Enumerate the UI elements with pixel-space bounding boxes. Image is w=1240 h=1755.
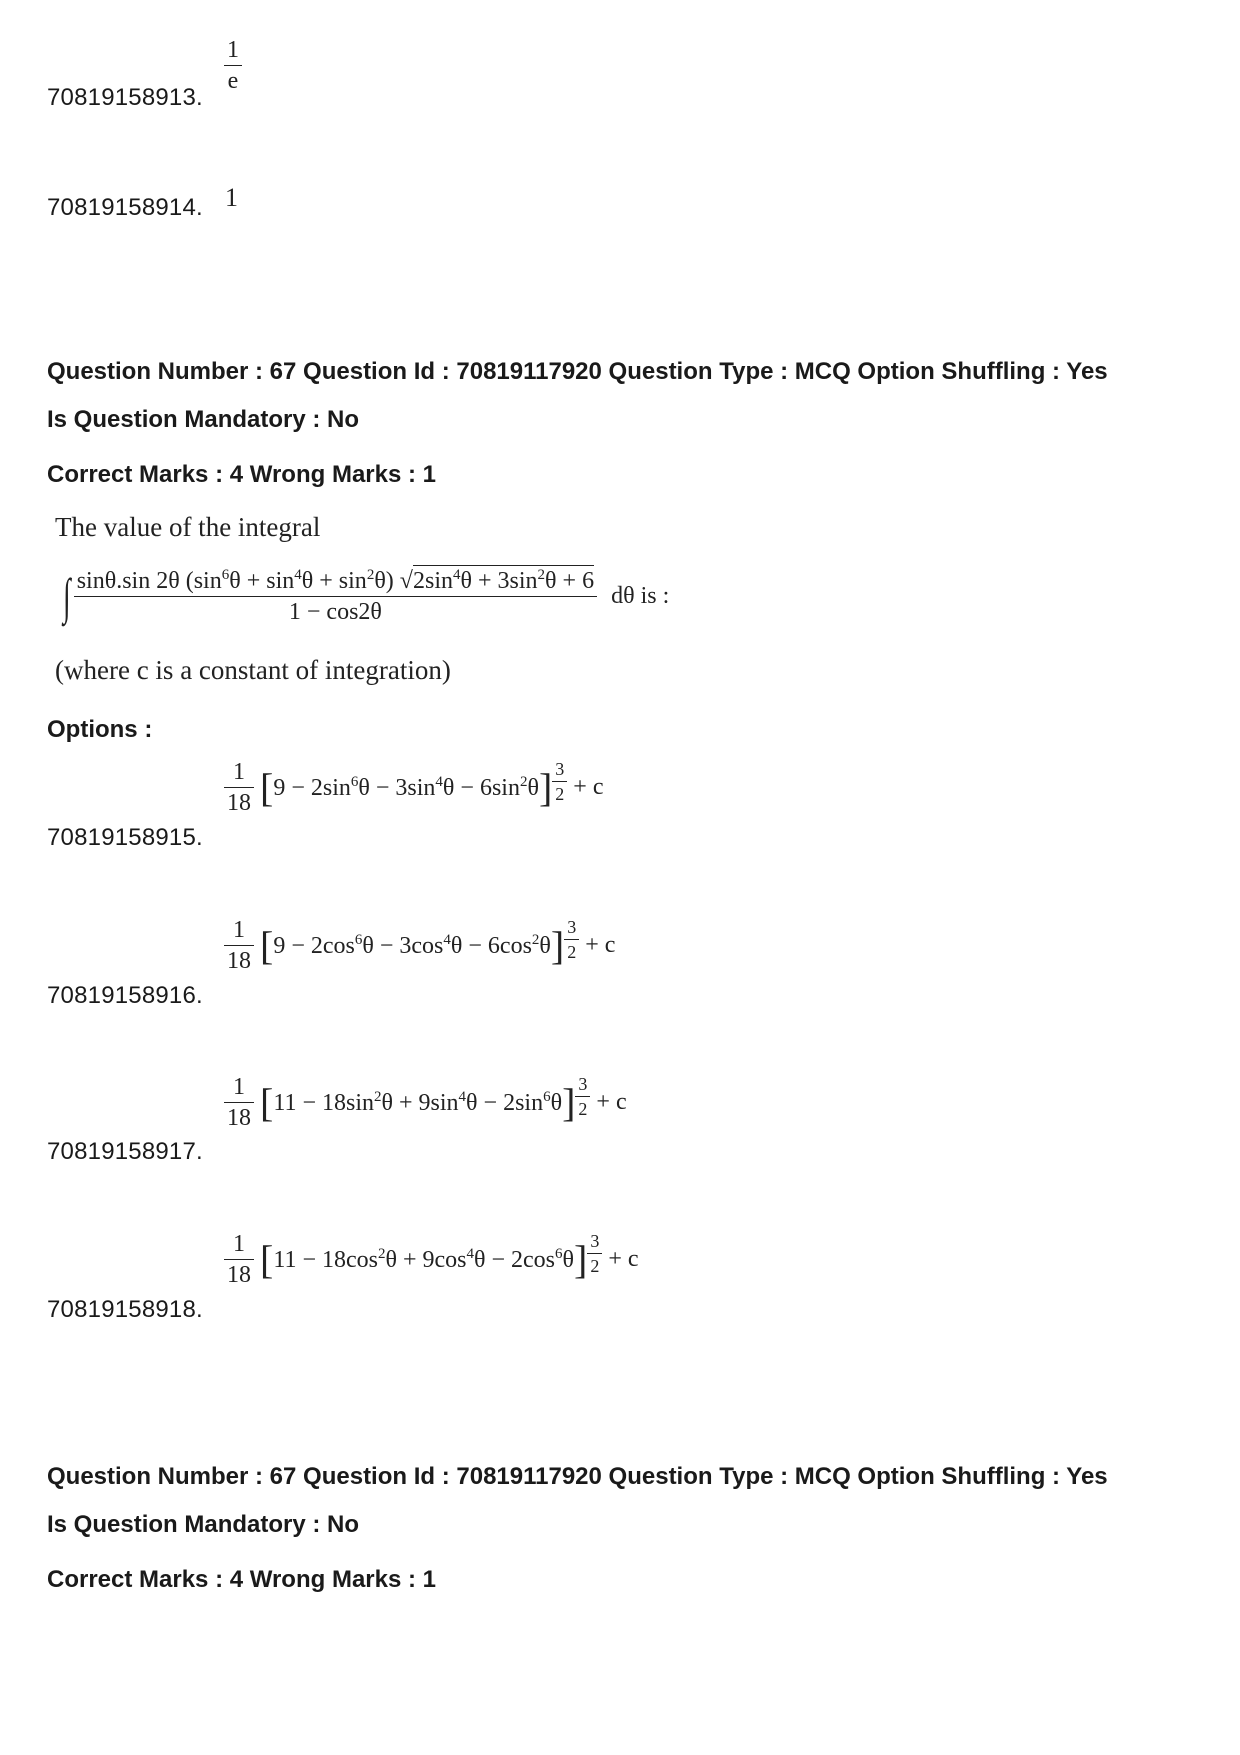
question-mandatory: Is Question Mandatory : No (47, 1511, 360, 1538)
option-number: 70819158916. (47, 982, 203, 1009)
option-expression: $\frac{1}{18}$ $[11 - 18\cos^2\theta + 9\cos^4\theta - 2\cos^6\theta]$ $\frac{3}{2}$ + c (224, 1232, 639, 1287)
option-expression: 1 (225, 183, 238, 212)
integral-denominator: 1 − cos2θ (288, 599, 382, 625)
question-marks: Correct Marks : 4 Wrong Marks : 1 (47, 461, 437, 488)
integral-sign: ∫ (63, 568, 71, 624)
question-mandatory: Is Question Mandatory : No (47, 406, 360, 433)
options-label: Options : (47, 716, 153, 743)
option-number: 70819158915. (47, 824, 203, 851)
option-expression (224, 38, 242, 93)
fraction-denominator: e (227, 68, 239, 94)
fraction-numerator: 1 (224, 38, 242, 66)
option-number: 70819158918. (47, 1296, 203, 1323)
option-number: 70819158917. (47, 1138, 203, 1165)
option-expression: $\frac{1}{18}$ $[9 - 2\cos^6\theta - 3\cos^4\theta - 6\cos^2\theta]$ $\frac{3}{2}$ + c (224, 918, 615, 973)
question-header: Question Number : 67 Question Id : 70819117920 Question Type : MCQ Option Shuffling : Yes (47, 358, 1108, 385)
question-marks: Correct Marks : 4 Wrong Marks : 1 (47, 1566, 437, 1593)
option-expression: $\frac{1}{18}$ $[11 - 18\sin^2\theta + 9\sin^4\theta - 2\sin^6\theta]$ $\frac{3}{2}$ + c (224, 1075, 627, 1130)
option-expression: $\frac{1}{18}$ $[9 - 2\sin^6\theta - 3\sin^4\theta - 6\sin^2\theta]$ $\frac{3}{2}$ + c (224, 760, 603, 815)
question-stem-note: (where c is a constant of integration) (55, 655, 451, 685)
integral-expression: ∫ $\frac{\sin\theta.\sin 2\theta (\sin^6\theta + \sin^4\theta + \sin^2\theta) √2\sin^4\theta + 3\sin^2\theta + 6}{1 - \cos 2\theta}$ dθ is : (63, 567, 670, 625)
option-number: 70819158914. (47, 194, 203, 221)
question-stem-intro: The value of the integral (55, 512, 321, 542)
question-header: Question Number : 67 Question Id : 70819117920 Question Type : MCQ Option Shuffling : Yes (47, 1463, 1108, 1490)
integral-tail: dθ is : (611, 582, 670, 609)
option-number: 70819158913. (47, 84, 203, 111)
